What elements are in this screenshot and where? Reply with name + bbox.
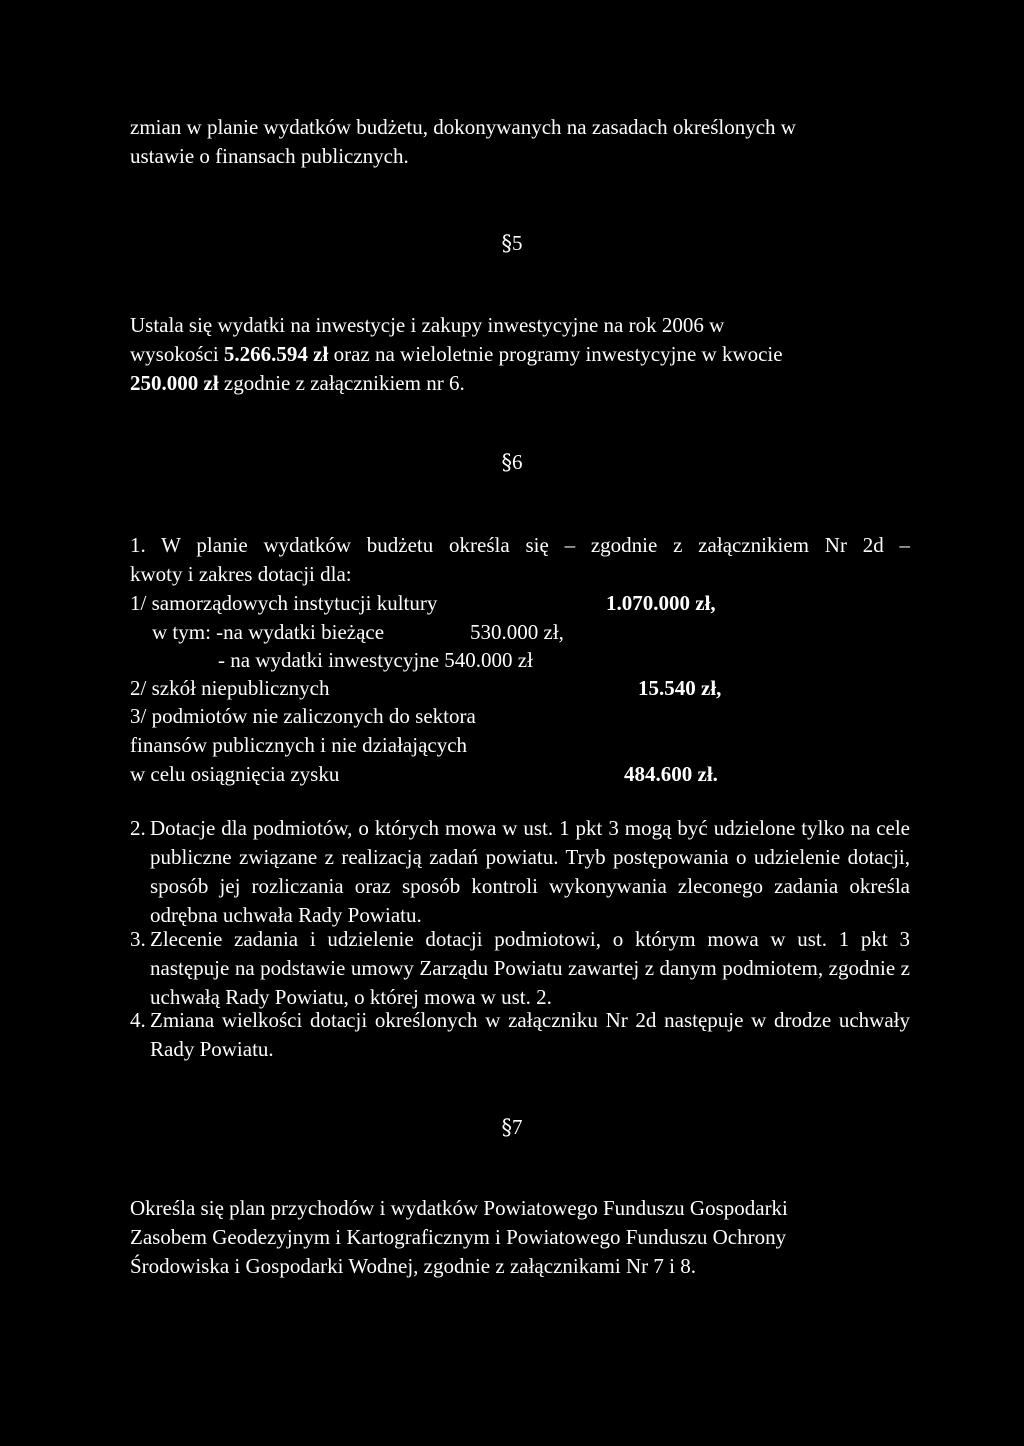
section-6-item-4	[130, 1006, 910, 1064]
grant-label-line: finansów publicznych i nie działających	[130, 733, 468, 757]
intro-paragraph	[130, 113, 910, 171]
grant-amount-culture: 1.070.000 zł,	[606, 591, 716, 615]
grant-sub-investment: - na wydatki inwestycyjne 540.000 zł	[218, 648, 533, 672]
grant-row-schools: 2/ szkół niepublicznych	[130, 676, 330, 700]
amount-multiyear: 250.000 zł	[130, 371, 219, 395]
section-number: 5	[512, 231, 523, 255]
paragraph-line	[130, 369, 910, 398]
paragraph-line: Zasobem Geodezyjnym i Kartograficznym i Powiatowego Funduszu Ochrony	[130, 1225, 787, 1249]
text-fragment: oraz na wieloletnie programy inwestycyjne w kwocie	[328, 342, 783, 366]
paragraph-line: Środowiska i Gospodarki Wodnej, zgodnie z załącznikami Nr 7 i 8.	[130, 1254, 696, 1278]
item-number: 1.	[130, 533, 146, 557]
item-text: W planie wydatków budżetu określa się – zgodnie z załącznikiem Nr 2d –	[161, 533, 911, 557]
intro-line: ustawie o finansach publicznych.	[130, 144, 409, 168]
item-number: 2.	[130, 816, 146, 840]
item-text: Zlecenie zadania i udzielenie dotacji podmiotowi, o którym mowa w ust. 1 pkt 3 następuje na podstawie umowy Zarządu Powiatu zawartej z danym podmiotem, zgodnie z uchwałą Rady Powiatu, o której mowa w ust. 2.	[150, 927, 910, 1009]
section-5-paragraph	[130, 311, 910, 398]
text-fragment: zgodnie z załącznikiem nr 6.	[218, 371, 465, 395]
section-number: 7	[512, 1115, 523, 1139]
section-6-item-2	[130, 814, 910, 930]
item-text: Zmiana wielkości dotacji określonych w załączniku Nr 2d następuje w drodze uchwały Rady Powiatu.	[150, 1008, 910, 1061]
item-1-line-1	[130, 531, 910, 560]
grant-row-culture	[130, 589, 437, 618]
grant-label: 1/ samorządowych instytucji kultury	[130, 591, 438, 615]
section-6-heading	[0, 448, 1024, 477]
section-number: 6	[512, 450, 523, 474]
item-number: 4.	[130, 1008, 146, 1032]
item-text: Dotacje dla podmiotów, o których mowa w ust. 1 pkt 3 mogą być udzielone tylko na cele publiczne związane z realizacją zadań powiatu. Tryb postępowania o udzielenie dotacji, sposób jej rozliczania oraz sposób kontroli wykonywania zleconego zadania określa odrębna uchwała Rady Powiatu.	[150, 816, 910, 927]
section-5-heading	[0, 229, 1024, 258]
item-number: 3.	[130, 927, 146, 951]
grant-label-line: w celu osiągnięcia zysku	[130, 762, 340, 786]
text-fragment: wysokości	[130, 342, 224, 366]
grant-label-line: 3/ podmiotów nie zaliczonych do sektora	[130, 704, 476, 728]
section-7-paragraph	[130, 1194, 910, 1281]
section-6-item-3	[130, 925, 910, 1013]
paragraph-line: Określa się plan przychodów i wydatków Powiatowego Funduszu Gospodarki	[130, 1196, 788, 1220]
grant-amount-schools: 15.540 zł,	[638, 676, 722, 700]
section-6-item-1	[130, 531, 910, 589]
section-sign: §	[501, 1115, 512, 1139]
section-sign: §	[501, 450, 512, 474]
section-sign: §	[501, 231, 512, 255]
item-1-line-2: kwoty i zakres dotacji dla:	[130, 562, 352, 586]
grant-row-nonpublic	[130, 702, 476, 789]
amount-investments: 5.266.594 zł	[223, 342, 329, 366]
section-7-heading	[0, 1113, 1024, 1142]
paragraph-line: Ustala się wydatki na inwestycje i zakupy inwestycyjne na rok 2006 w	[130, 313, 725, 337]
intro-line: zmian w planie wydatków budżetu, dokonywanych na zasadach określonych w	[130, 115, 796, 139]
grant-sub-current: w tym: -na wydatki bieżące	[152, 620, 385, 644]
paragraph-line	[130, 340, 910, 369]
grant-amount-nonpublic: 484.600 zł.	[624, 762, 718, 786]
grant-sub-current-amount: 530.000 zł,	[470, 620, 564, 644]
